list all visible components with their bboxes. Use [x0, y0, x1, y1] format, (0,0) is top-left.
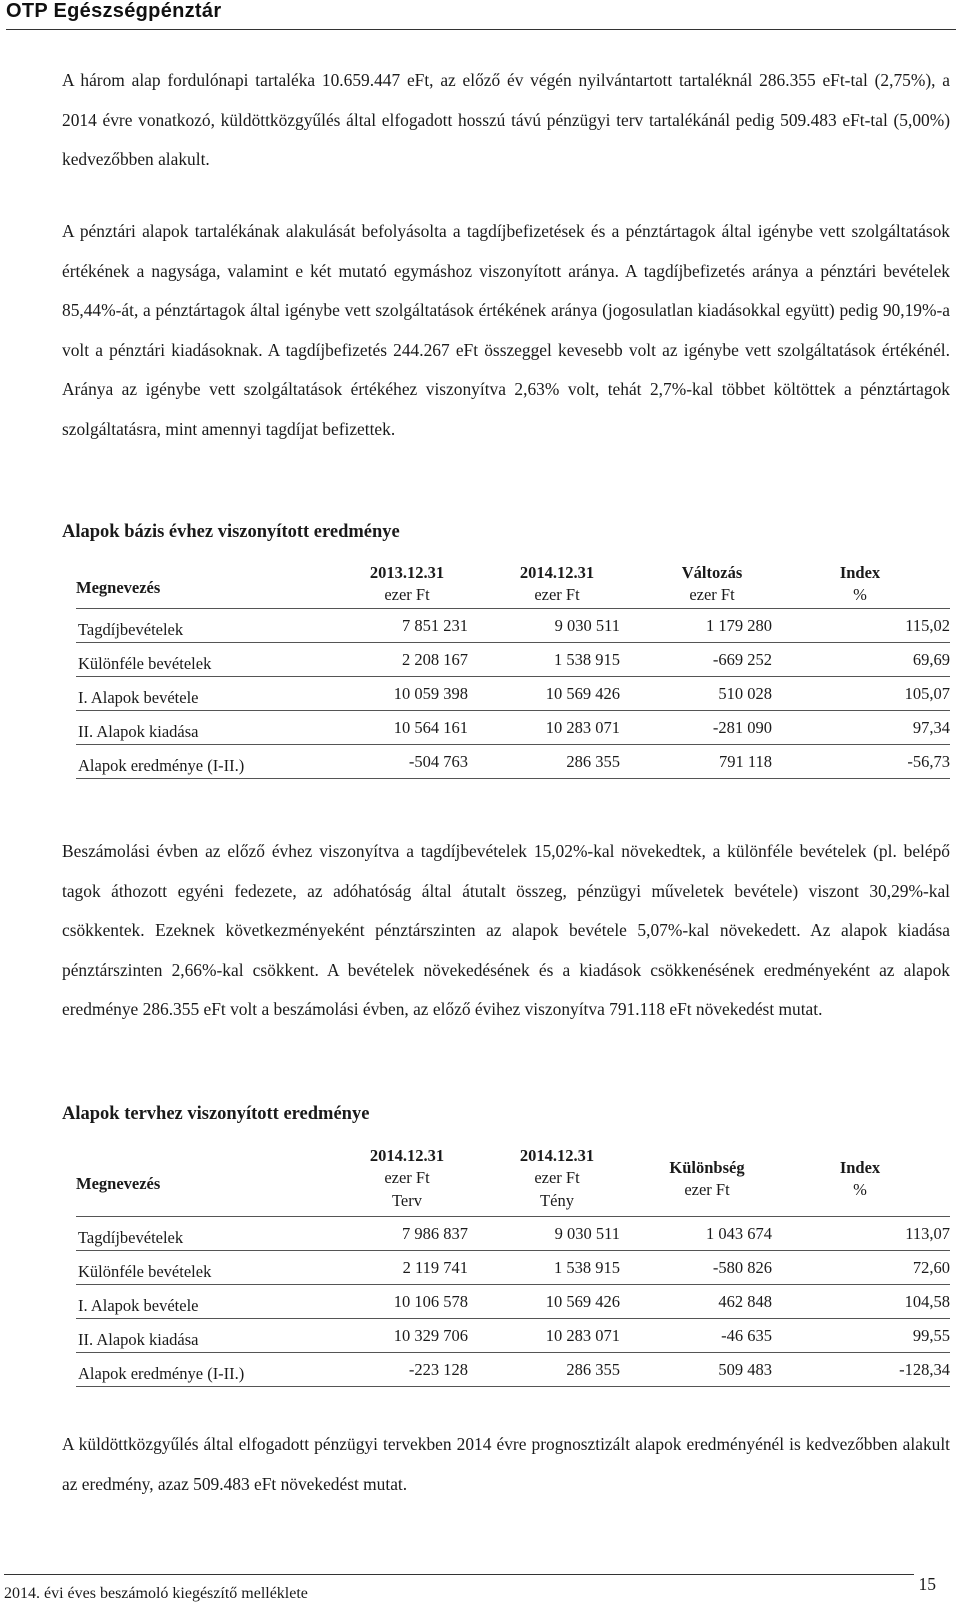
- row-rule: [76, 1318, 950, 1319]
- paragraph-comparison: Beszámolási évben az előző évhez viszonyítva a tagdíjbevételek 15,02%-kal növekedtek, a különféle bevételek (pl. belépő tagok áthozott egyéni fedezete, az adóhatóság által átutalt összeg, pénzügyi műveletek bevétele) viszont 30,29%-kal csökkentek. Ezeknek következményeként pénztárszinten az alapok bevétele 5,07%-kal növekedett. Az alapok kiadása pénztárszinten 2,66%-kal csökkent. A bevételek növekedésének és a kiadások csökkenésének eredményeként az alapok eredménye 286.355 eFt volt a beszámolási évben, az előző évihez viszonyítva 791.118 eFt növekedést mutat.: [62, 841, 950, 1019]
- row-rule: [76, 710, 950, 711]
- row-rule: [76, 1284, 950, 1285]
- paragraph-contributions: A pénztári alapok tartalékának alakulását befolyásolta a tagdíjbefizetések és a pénztártagok által igénybe vett szolgáltatások értékének a nagysága, valamint e két mutató egymáshoz viszonyított aránya. A tagdíjbefizetés aránya a pénztári bevételek 85,44%-át, a pénztártagok által igénybe vett szolgáltatások értékének aránya (jogosulatlan kiadásokkal együtt) pedig 90,19%-a volt a pénztári kiadásoknak. A tagdíjbefizetés 244.267 eFt összeggel kevesebb volt az igénybe vett szolgáltatások értékénél. Aránya az igénybe vett szolgáltatások értékéhez viszonyítva 2,63% volt, tehát 2,7%-kal többet költöttek a pénztártagok szolgáltatásra, mint amennyi tagdíjat befizettek.: [62, 221, 950, 439]
- cell-value: 462 848: [718, 1292, 772, 1311]
- table1-header-c2-unit: ezer Ft: [534, 585, 580, 604]
- row-label: Tagdíjbevételek: [78, 620, 184, 639]
- table2-title: Alapok tervhez viszonyított eredménye: [62, 1104, 370, 1124]
- footer-text: 2014. évi éves beszámoló kiegészítő melléklete: [4, 1585, 308, 1602]
- cell-value: 69,69: [912, 650, 950, 669]
- cell-value: -669 252: [712, 650, 772, 669]
- cell-value: 10 569 426: [545, 684, 620, 703]
- row-label: Alapok eredménye (I-II.): [78, 756, 245, 775]
- table2-header-name: Megnevezés: [76, 1174, 161, 1193]
- table2-header-c1-date: 2014.12.31: [369, 1146, 445, 1165]
- table1-header-c1-date: 2013.12.31: [369, 563, 445, 582]
- table1-header-c4-label: Index: [839, 563, 881, 582]
- table-row: [62, 1358, 950, 1388]
- table1-title: Alapok bázis évhez viszonyított eredménye: [62, 522, 400, 542]
- row-rule: [76, 744, 950, 745]
- table-row: [62, 750, 950, 780]
- cell-value: -580 826: [712, 1258, 772, 1277]
- cell-value: 1 538 915: [554, 1258, 620, 1277]
- table2-header-rule: [76, 1216, 950, 1217]
- cell-value: 10 329 706: [393, 1326, 468, 1345]
- cell-value: 1 043 674: [706, 1224, 772, 1243]
- cell-value: 72,60: [912, 1258, 950, 1277]
- cell-value: 10 564 161: [393, 718, 468, 737]
- table1-header-c3-label: Változás: [681, 563, 743, 582]
- cell-value: 10 106 578: [393, 1292, 468, 1311]
- cell-value: 286 355: [566, 752, 620, 771]
- row-label: Különféle bevételek: [78, 1262, 212, 1281]
- row-label: Tagdíjbevételek: [78, 1228, 184, 1247]
- cell-value: 1 538 915: [554, 650, 620, 669]
- table-row: [62, 614, 950, 644]
- table2-header-c3-unit: ezer Ft: [684, 1180, 730, 1199]
- cell-value: 9 030 511: [554, 1224, 620, 1243]
- page-number: 15: [918, 1574, 936, 1594]
- row-label: Különféle bevételek: [78, 654, 212, 673]
- table-row: [62, 1324, 950, 1354]
- row-rule: [76, 676, 950, 677]
- table1-header-c4-unit: %: [853, 585, 867, 604]
- table-row: [62, 1222, 950, 1252]
- cell-value: 2 119 741: [402, 1258, 468, 1277]
- cell-value: 9 030 511: [554, 616, 620, 635]
- cell-value: 510 028: [718, 684, 772, 703]
- cell-value: 105,07: [904, 684, 950, 703]
- table1-header-c1-unit: ezer Ft: [384, 585, 430, 604]
- table1-header-name: Megnevezés: [76, 578, 161, 597]
- row-label: II. Alapok kiadása: [78, 722, 199, 741]
- cell-value: 10 059 398: [393, 684, 468, 703]
- cell-value: 286 355: [566, 1360, 620, 1379]
- row-rule: [76, 778, 950, 779]
- table2-header-c1-unit: ezer Ft: [384, 1168, 430, 1187]
- row-label: Alapok eredménye (I-II.): [78, 1364, 245, 1383]
- row-rule: [76, 1250, 950, 1251]
- cell-value: 10 283 071: [545, 718, 620, 737]
- row-rule: [76, 1352, 950, 1353]
- table2-header-c4-unit: %: [853, 1180, 867, 1199]
- table-row: [62, 1256, 950, 1286]
- cell-value: -504 763: [408, 752, 468, 771]
- row-label: I. Alapok bevétele: [78, 688, 199, 707]
- table-row: [62, 648, 950, 678]
- cell-value: 10 569 426: [545, 1292, 620, 1311]
- table2-header-c2-unit: ezer Ft: [534, 1168, 580, 1187]
- row-label: II. Alapok kiadása: [78, 1330, 199, 1349]
- cell-value: 115,02: [905, 616, 950, 635]
- row-rule: [76, 642, 950, 643]
- cell-value: -56,73: [907, 752, 950, 771]
- cell-value: 104,58: [904, 1292, 950, 1311]
- document-header: OTP Egészségpénztár: [6, 0, 222, 22]
- table-row: [62, 682, 950, 712]
- cell-value: 791 118: [718, 752, 772, 771]
- cell-value: -223 128: [408, 1360, 468, 1379]
- cell-value: 509 483: [718, 1360, 772, 1379]
- cell-value: 2 208 167: [402, 650, 468, 669]
- table1-header-rule: [76, 608, 950, 609]
- table1-header-c2-date: 2014.12.31: [519, 563, 595, 582]
- table-row: [62, 1290, 950, 1320]
- cell-value: 113,07: [905, 1224, 950, 1243]
- paragraph-plan-result: A küldöttközgyűlés által elfogadott pénzügyi tervekben 2014 évre prognosztizált alapok eredményénél is kedvezőbben alakult az eredmény, azaz 509.483 eFt növekedést mutat.: [62, 1434, 950, 1494]
- row-label: I. Alapok bevétele: [78, 1296, 199, 1315]
- table2-header-c4-label: Index: [839, 1158, 881, 1177]
- row-rule: [76, 1386, 950, 1387]
- table2-header-c2-kind: Tény: [540, 1191, 574, 1210]
- cell-value: 97,34: [912, 718, 950, 737]
- table2-header-c2-date: 2014.12.31: [519, 1146, 595, 1165]
- cell-value: 7 986 837: [402, 1224, 468, 1243]
- cell-value: 7 851 231: [402, 616, 468, 635]
- table2-header-c3-label: Különbség: [669, 1158, 745, 1177]
- cell-value: -46 635: [721, 1326, 772, 1345]
- cell-value: 99,55: [912, 1326, 950, 1345]
- table2-header-c1-kind: Terv: [392, 1191, 422, 1210]
- cell-value: 10 283 071: [545, 1326, 620, 1345]
- cell-value: -281 090: [712, 718, 772, 737]
- table1-header-c3-unit: ezer Ft: [689, 585, 735, 604]
- cell-value: 1 179 280: [706, 616, 772, 635]
- cell-value: -128,34: [899, 1360, 950, 1379]
- header-rule: [6, 29, 956, 30]
- paragraph-reserves: A három alap fordulónapi tartaléka 10.659.447 eFt, az előző év végén nyilvántartott tartaléknál 286.355 eFt-tal (2,75%), a 2014 évre vonatkozó, küldöttközgyűlés által elfogadott hosszú távú pénzügyi terv tartalékánál pedig 509.483 eFt-tal (5,00%) kedvezőbben alakult.: [62, 70, 950, 169]
- footer-rule: [4, 1574, 914, 1575]
- table-row: [62, 716, 950, 746]
